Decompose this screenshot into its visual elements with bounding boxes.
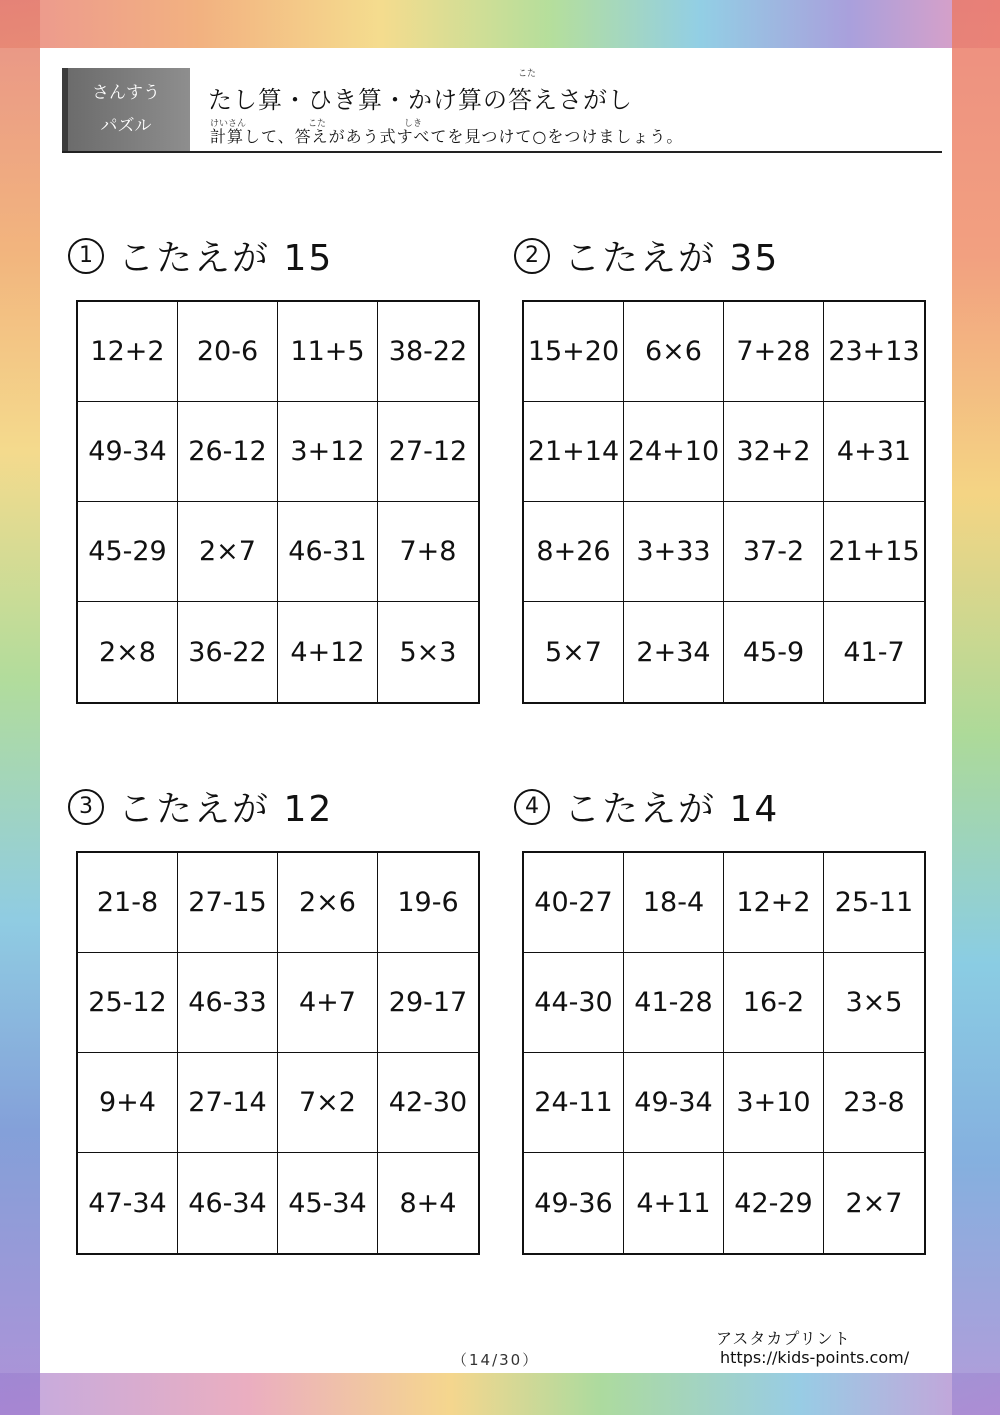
puzzle-label: こたえが 35 — [564, 238, 780, 279]
puzzle-number: 2 — [514, 238, 550, 274]
grid-cell[interactable]: 7×2 — [278, 1053, 378, 1153]
grid-cell[interactable]: 3+33 — [624, 502, 724, 602]
grid-cell[interactable]: 49-34 — [78, 402, 178, 502]
subtitle-ruby-3: しき — [404, 119, 423, 129]
grid-cell[interactable]: 4+11 — [624, 1153, 724, 1253]
answer-grid — [522, 300, 926, 704]
grid-cell[interactable]: 21-8 — [78, 853, 178, 953]
grid-cell[interactable]: 21+14 — [524, 402, 624, 502]
badge-line-1: さんすう — [92, 83, 160, 103]
category-badge — [62, 68, 190, 152]
grid-cell[interactable]: 21+15 — [824, 502, 924, 602]
puzzle-label: こたえが 12 — [118, 789, 334, 830]
grid-cell[interactable]: 8+26 — [524, 502, 624, 602]
puzzle-number: 1 — [68, 238, 104, 274]
grid-cell[interactable]: 16-2 — [724, 953, 824, 1053]
answer-grid — [522, 851, 926, 1255]
grid-cell[interactable]: 6×6 — [624, 302, 724, 402]
grid-cell[interactable]: 46-34 — [178, 1153, 278, 1253]
grid-cell[interactable]: 49-36 — [524, 1153, 624, 1253]
puzzle-3 — [76, 789, 476, 1255]
grid-cell[interactable]: 45-29 — [78, 502, 178, 602]
puzzle-1 — [76, 238, 476, 704]
site-url[interactable]: https://kids-points.com/ — [720, 1348, 910, 1367]
header-divider — [62, 151, 942, 153]
grid-cell[interactable]: 25-12 — [78, 953, 178, 1053]
grid-cell[interactable]: 2×7 — [178, 502, 278, 602]
frame-bottom — [0, 1373, 1000, 1415]
grid-cell[interactable]: 5×7 — [524, 602, 624, 702]
frame-right — [952, 0, 1000, 1415]
badge-line-2: パズル — [100, 116, 152, 136]
grid-cell[interactable]: 12+2 — [724, 853, 824, 953]
grid-cell[interactable]: 37-2 — [724, 502, 824, 602]
subtitle-ruby-1: けいさん — [210, 119, 247, 129]
grid-cell[interactable]: 7+8 — [378, 502, 478, 602]
grid-cell[interactable]: 7+28 — [724, 302, 824, 402]
grid-cell[interactable]: 23+13 — [824, 302, 924, 402]
puzzle-label: こたえが 14 — [564, 789, 780, 830]
grid-cell[interactable]: 3×5 — [824, 953, 924, 1053]
grid-cell[interactable]: 23-8 — [824, 1053, 924, 1153]
grid-cell[interactable]: 46-31 — [278, 502, 378, 602]
page-number: （14/30） — [452, 1351, 540, 1369]
grid-cell[interactable]: 9+4 — [78, 1053, 178, 1153]
grid-cell[interactable]: 2×8 — [78, 602, 178, 702]
grid-cell[interactable]: 27-14 — [178, 1053, 278, 1153]
puzzle-2 — [522, 238, 922, 704]
grid-cell[interactable]: 5×3 — [399, 636, 457, 668]
puzzle-heading — [514, 230, 779, 281]
grid-cell[interactable]: 2+34 — [624, 602, 724, 702]
puzzle-4 — [522, 789, 922, 1255]
instructions: 計算して、答えがあう式すべてを見つけて○をつけましょう。 — [210, 127, 684, 146]
grid-cell[interactable]: 49-34 — [624, 1053, 724, 1153]
grid-cell[interactable]: 3+10 — [724, 1053, 824, 1153]
grid-cell[interactable]: 26-12 — [178, 402, 278, 502]
grid-cell[interactable]: 27-15 — [178, 853, 278, 953]
grid-cell[interactable]: 11+5 — [278, 302, 378, 402]
grid-cell[interactable]: 38-22 — [378, 302, 478, 402]
grid-cell[interactable]: 4+7 — [278, 953, 378, 1053]
grid-cell[interactable]: 4+12 — [278, 602, 378, 702]
grid-cell[interactable]: 24+10 — [624, 402, 724, 502]
puzzle-number: 4 — [514, 789, 550, 825]
title-ruby: こた — [518, 69, 537, 79]
grid-cell[interactable]: 2×6 — [278, 853, 378, 953]
puzzle-heading — [68, 230, 333, 281]
puzzle-heading — [68, 781, 333, 832]
grid-cell[interactable]: 46-33 — [178, 953, 278, 1053]
grid-cell[interactable]: 47-34 — [78, 1153, 178, 1253]
grid-cell[interactable]: 45-34 — [278, 1153, 378, 1253]
grid-cell[interactable]: 18-4 — [624, 853, 724, 953]
grid-cell[interactable]: 36-22 — [178, 602, 278, 702]
grid-cell[interactable]: 44-30 — [524, 953, 624, 1053]
page-title: たし算・ひき算・かけ算の答えさがし — [208, 86, 633, 114]
grid-cell[interactable]: 4+31 — [824, 402, 924, 502]
answer-grid — [76, 300, 480, 704]
grid-cell[interactable]: 27-12 — [378, 402, 478, 502]
subtitle-ruby-2: こた — [308, 119, 327, 129]
grid-cell[interactable]: 40-27 — [524, 853, 624, 953]
grid-cell[interactable]: 24-11 — [524, 1053, 624, 1153]
answer-grid — [76, 851, 480, 1255]
grid-cell[interactable]: 20-6 — [178, 302, 278, 402]
puzzle-label: こたえが 15 — [118, 238, 334, 279]
grid-cell[interactable]: 42-30 — [378, 1053, 478, 1153]
puzzle-number: 3 — [68, 789, 104, 825]
grid-cell[interactable]: 2×7 — [845, 1187, 903, 1219]
brand-name: アスタカプリント — [716, 1329, 851, 1348]
grid-cell[interactable]: 29-17 — [378, 953, 478, 1053]
grid-cell[interactable]: 15+20 — [524, 302, 624, 402]
frame-left — [0, 0, 40, 1415]
grid-cell[interactable]: 41-28 — [624, 953, 724, 1053]
grid-cell[interactable]: 32+2 — [724, 402, 824, 502]
grid-cell[interactable]: 19-6 — [378, 853, 478, 953]
grid-cell[interactable]: 41-7 — [843, 636, 905, 668]
frame-top — [0, 0, 1000, 48]
grid-cell[interactable]: 3+12 — [278, 402, 378, 502]
grid-cell[interactable]: 25-11 — [824, 853, 924, 953]
puzzle-heading — [514, 781, 779, 832]
grid-cell[interactable]: 45-9 — [724, 602, 824, 702]
grid-cell[interactable]: 8+4 — [399, 1187, 457, 1219]
grid-cell[interactable]: 12+2 — [78, 302, 178, 402]
grid-cell[interactable]: 42-29 — [724, 1153, 824, 1253]
